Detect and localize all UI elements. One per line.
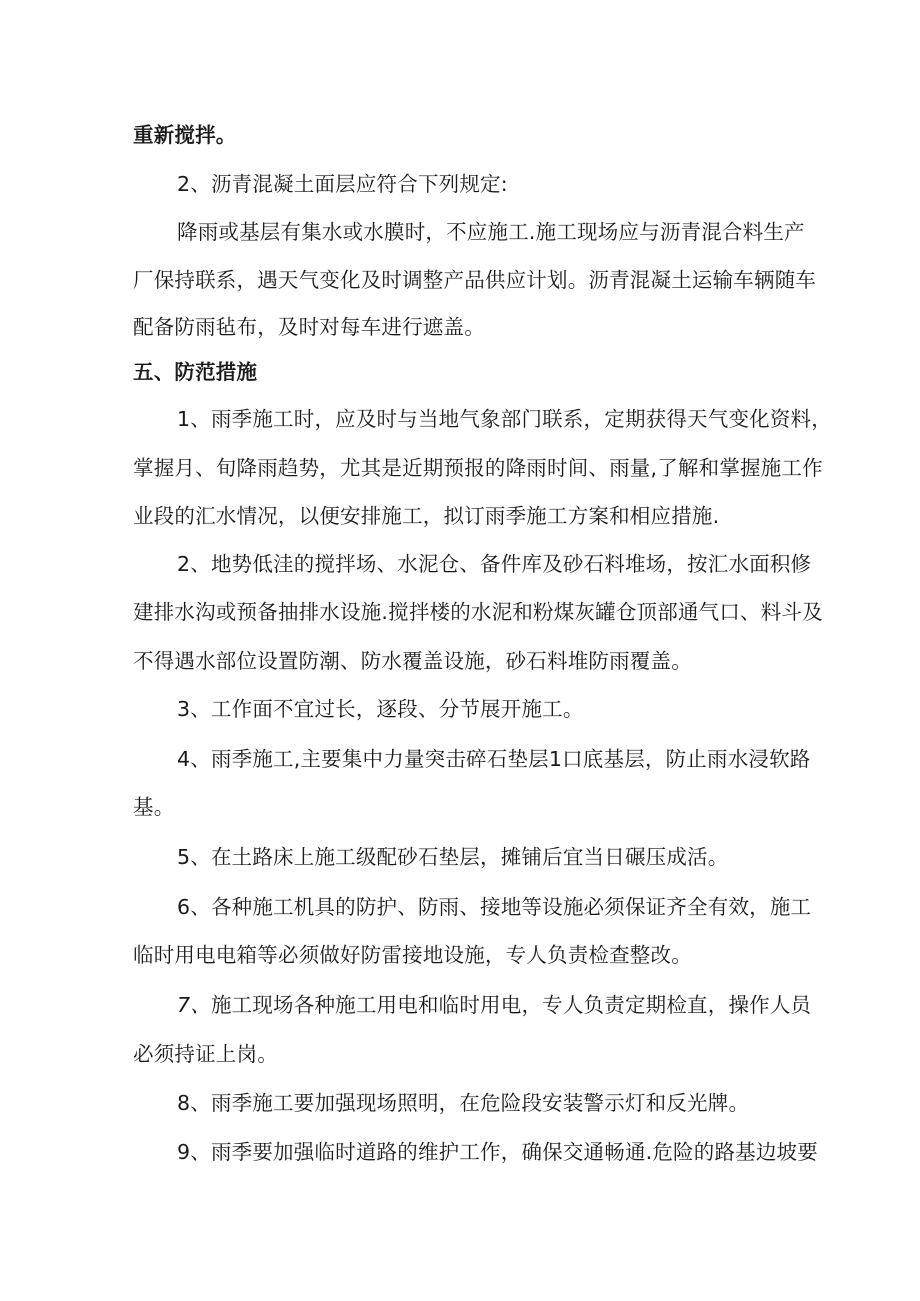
measure-4-line: 基。 [133, 795, 175, 819]
measure-7-line: 必须持证上岗。 [133, 1042, 278, 1066]
section-heading: 五、防范措施 [133, 360, 258, 384]
measure-2-line: 建排水沟或预备抽排水设施.搅拌楼的水泥和粉煤灰罐仓顶部通气口、料斗及 [133, 600, 823, 624]
item-2-heading: 2、沥青混凝土面层应符合下列规定: [177, 172, 508, 196]
measure-6-line: 临时用电电箱等必须做好防雷接地设施，专人负责检查整改。 [133, 943, 692, 967]
measure-7-text: 施工现场各种施工用电和临时用电，专人负责定期检直，操作人员 [210, 993, 812, 1017]
measure-7-line [177, 991, 811, 1019]
measure-4-line: 4、雨季施工,主要集中力量突击碎石垫层1口底基层，防止雨水浸软路 [177, 747, 811, 771]
measure-2-line: 不得遇水部位设置防潮、防水覆盖设施，砂石料堆防雨覆盖。 [133, 649, 692, 673]
measure-1-line: 业段的汇水情况，以便安排施工，拟订雨季施工方案和相应措施. [133, 504, 720, 528]
paragraph-line: 降雨或基层有集水或水膜时，不应施工.施工现场应与沥青混合料生产 [177, 220, 805, 244]
measure-9-line: 9、雨季要加强临时道路的维护工作，确保交通畅通.危险的路基边坡要 [177, 1140, 818, 1164]
measure-3-line: 3、工作面不宜过长，逐段、分节展开施工。 [177, 697, 584, 721]
continuation-text: 重新搅拌。 [133, 123, 237, 147]
measure-6-line: 6、各种施工机具的防护、防雨、接地等设施必须保证齐全有效，施工 [177, 895, 812, 919]
measure-7-number: 7、 [177, 993, 211, 1017]
measure-5-line: 5、在土路床上施工级配砂石垫层，摊铺后宜当日碾压成活。 [177, 845, 729, 869]
measure-8-line: 8、雨季施工要加强现场照明，在危险段安装警示灯和反光牌。 [177, 1091, 750, 1115]
paragraph-line: 厂保持联系，遇天气变化及时调整产品供应计划。沥青混凝土运输车辆随车 [133, 268, 817, 292]
paragraph-line: 配备防雨毡布，及时对每车进行遮盖。 [133, 315, 485, 339]
measure-1-line: 掌握月、旬降雨趋势，尤其是近期预报的降雨时间、雨量,了解和掌握施工作 [133, 456, 823, 480]
measure-2-line: 2、地势低洼的搅拌场、水泥仓、备件库及砂石料堆场，按汇水面积修 [177, 552, 812, 576]
measure-1-line: 1、雨季施工时，应及时与当地气象部门联系，定期获得天气变化资料， [177, 407, 832, 431]
